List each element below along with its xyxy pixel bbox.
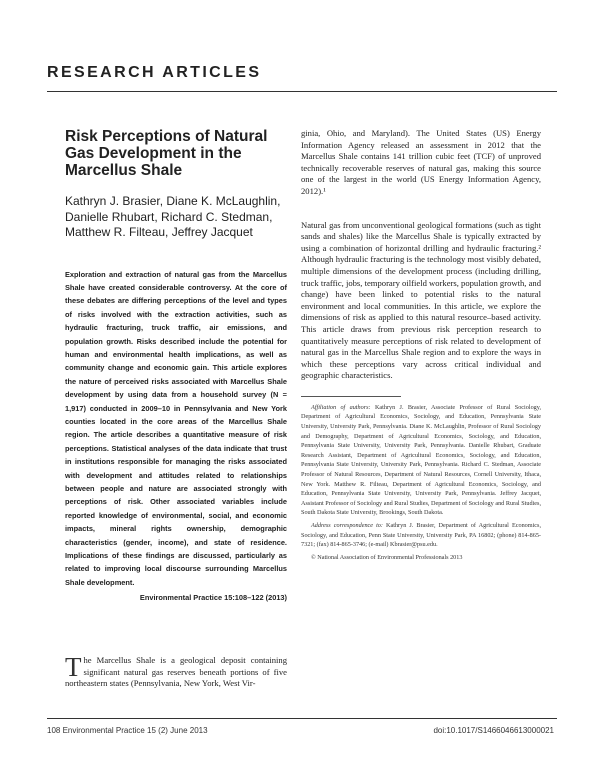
address-text: Kathryn J. Brasier, Department of Agricultural Economics, Sociology, and Education, Penn State University, University Park, PA 16802; (phone) 814-865-7321; (fax) 814-865-3746; (e-mail) Kbrasier@psu.edu. [301, 522, 541, 549]
abstract-text: Exploration and extraction of natural gas from the Marcellus Shale have created considerable controversy. At the core of these debates are differing perceptions of the level and types of risks involved with the extraction activities, such as hydraulic fracturing, truck traffic, air emissions, and population growth. Risks described include the potential for human and environmental health implications, as well as community change and economic gain. This article explores the nature of perceived risks associated with Marcellus Shale development by using data from a household survey (N = 1,917) conducted in 2009–10 in Pennsylvania and New York counties located in the core areas of the Marcellus Shale region. The article describes a quantitative measure of risk perceptions. Statistical analyses of the data indicate that trust in institutions responsible for managing the risks associated with development and attitudes related to relationships between people and nature are associated strongly with perceptions of risk. Other associated variables include reported knowledge of environmental, social, and economic impacts, mineral rights ownership, demographic characteristics (gender, income), and state of residence. Implications of these findings are discussed, particularly as related to improving local discourse surrounding Marcellus Shale development. [65, 269, 287, 587]
affiliation-note [301, 403, 541, 518]
author-list: Kathryn J. Brasier, Diane K. McLaughlin, Danielle Rhubart, Richard C. Stedman, Matthew R. Filteau, Jeffrey Jacquet [65, 194, 281, 239]
footer-rule [47, 718, 557, 719]
right-column [301, 128, 541, 562]
footnote-rule [301, 396, 401, 397]
address-note [301, 521, 541, 550]
abstract [65, 268, 287, 605]
article-title: Risk Perceptions of Natural Gas Development in the Marcellus Shale [65, 128, 268, 179]
footer-page-info: 108 Environmental Practice 15 (2) June 2013 [47, 726, 208, 735]
footer-doi: doi:10.1017/S1466046613000021 [433, 726, 554, 735]
paragraph-2: Natural gas from unconventional geological formations (such as tight sands and shales) like the Marcellus Shale is typically extracted by using a combination of horizontal drilling and hydraulic fracturing.² Although hydraulic fracturing is the technology most visibly debated, multiple dimensions of the development process (including drilling, truck traffic, jobs, temporary oilfield workers, population growth, and change) have been linked to potential risks to the natural environment and local communities. In this article, we explore the dimensions of risk as applied to this natural resource–based activity. This article draws from previous risk perception research to quantitatively measure perceptions of risk related to development of natural gas in the Marcellus Shale region and to explore the ways in which these perceptions vary across critical individual and geographic characteristics. [301, 219, 541, 381]
drop-cap: T [65, 652, 82, 682]
left-column [65, 128, 287, 605]
intro-paragraph [65, 652, 287, 690]
affiliation-text: Kathryn J. Brasier, Associate Professor of Rural Sociology, Department of Agricultural Economics, Sociology, and Education, Pennsylvania State University, University Park, Pennsylvania. Diane K. McLaughlin, Professor of Rural Sociology and Demography, Department of Agricultural Economics, Sociology, and Education, Pennsylvania State University, University Park, Pennsylvania. Danielle Rhubart, Graduate Research Assistant, Department of Agricultural Economics, Sociology, and Education, Pennsylvania State University, University Park, Pennsylvania. Richard C. Stedman, Associate Professor of Natural Resources, Department of Natural Resources, Cornell University, Ithaca, New York. Matthew R. Filteau, Department of Agricultural Economics, Sociology, and Education, Pennsylvania State University, University Park, Pennsylvania. Jeffrey Jacquet, Assistant Professor of Sociology and Rural Studies, Department of Sociology and Rural Studies, South Dakota State University, Brookings, South Dakota. [301, 403, 541, 517]
intro-continued: ginia, Ohio, and Maryland). The United States (US) Energy Information Agency released an assessment in 2012 that the Marcellus Shale contains 141 trillion cubic feet (TCF) of unproved technically recoverable reserves of natural gas, making this source one of the largest in the world (US Energy Information Agency, 2012).¹ [301, 128, 541, 196]
section-header: RESEARCH ARTICLES [47, 64, 262, 81]
address-label: Address correspondence to: [311, 522, 383, 529]
intro-text: he Marcellus Shale is a geological deposit containing significant natural gas reserves beneath portions of five northeastern states (Pennsylvania, New York, West Vir- [65, 655, 287, 689]
header-rule [47, 91, 557, 92]
affiliation-label: Affiliation of authors: [311, 403, 371, 411]
journal-citation: Environmental Practice 15:108–122 (2013) [139, 593, 287, 603]
copyright-note: © National Association of Environmental Professionals 2013 [311, 553, 463, 561]
